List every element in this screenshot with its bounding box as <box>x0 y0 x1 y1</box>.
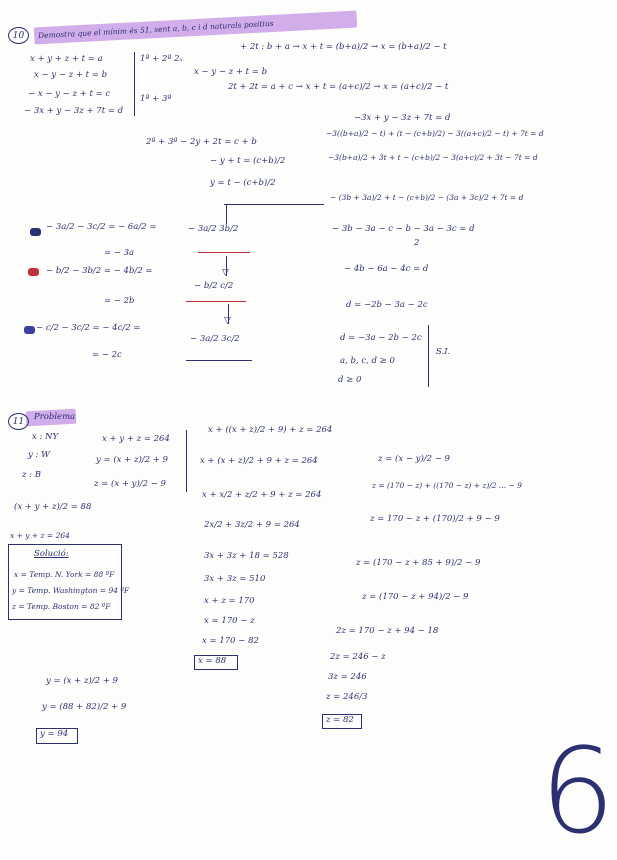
note-y-result: y = t − (c+b)/2 <box>210 178 276 188</box>
p11-sys-3: z = (x + y)/2 − 9 <box>94 479 166 489</box>
note-sub-4: − 3b − 3a − c − b − 3a − 3c = d <box>332 224 475 234</box>
work-right-9: z = 246/3 <box>326 692 368 702</box>
note-si: S.I. <box>436 347 451 357</box>
note-abcd: a, b, c, d ≥ 0 <box>340 356 395 366</box>
solucio-x: x = Temp. N. York = 88 ºF <box>14 570 115 579</box>
bottom-y-1: y = (x + z)/2 + 9 <box>46 676 118 686</box>
middle-3: − 3a/2 3c/2 <box>190 334 240 344</box>
work-right-3: z = 170 − z + (170)/2 + 9 − 9 <box>370 514 500 524</box>
p11-aux-1: (x + y + z)/2 = 88 <box>14 502 92 512</box>
system-brace <box>134 52 135 116</box>
work-mid-3: x + x/2 + z/2 + 9 + z = 264 <box>202 490 322 500</box>
left-a: − 3a/2 − 3c/2 = − 6a/2 = <box>46 222 157 232</box>
bottom-y-2: y = (88 + 82)/2 + 9 <box>42 702 127 712</box>
note-d-pos: d ≥ 0 <box>338 375 362 385</box>
middle-1-underline <box>198 252 250 253</box>
p11-sys-1: x + y + z = 264 <box>102 434 170 444</box>
work-mid-6: 3x + 3z = 510 <box>204 574 266 584</box>
work-mid-8: x = 170 − z <box>204 616 255 626</box>
work-mid-9: x = 170 − 82 <box>202 636 259 646</box>
solucio-y: y = Temp. Washington = 94 ºF <box>12 586 130 595</box>
work-right-6: 2z = 170 − z + 94 − 18 <box>336 626 439 636</box>
var-x: x : NY <box>32 432 59 442</box>
note-eq4: −3x + y − 3z + 7t = d <box>354 113 451 123</box>
system-eq-2: x − y − z + t = b <box>34 70 108 80</box>
note-1a3a: 1ª + 3ª <box>140 94 172 104</box>
system-eq-1: x + y + z + t = a <box>30 54 103 64</box>
middle-2: − b/2 c/2 <box>194 281 234 291</box>
note-sub-4-den: 2 <box>414 238 420 248</box>
note-sub-2: −3(b+a)/2 + 3t + t − (c+b)/2 − 3(a+c)/2 + 3t − 7t = d <box>328 153 538 162</box>
p11-brace <box>186 430 187 492</box>
p11-aux-2: x + y + z = 264 <box>10 531 70 540</box>
answer-z: z = 82 <box>326 715 354 725</box>
note-1a2a: 1ª + 2ª 2ₓ <box>140 54 183 64</box>
mark-blob-2 <box>28 268 39 276</box>
work-mid-5: 3x + 3z + 18 = 528 <box>204 551 289 561</box>
left-a-res: = − 3a <box>104 248 135 258</box>
work-right-2: z = (170 − z) + ((170 − z) + z)/2 ... − 9 <box>372 481 522 490</box>
work-mid-1: x + ((x + z)/2 + 9) + z = 264 <box>208 425 333 435</box>
middle-3-underline <box>186 360 252 361</box>
note-x-ba: + 2t : b + a → x + t = (b+a)/2 → x = (b+a)/2 − t <box>240 42 447 52</box>
tree-arrow-1: ▽ <box>222 268 229 278</box>
problem-number-11: 11 <box>8 413 29 430</box>
note-sub-1: −3((b+a)/2 − t) + (t − (c+b)/2) − 3((a+c)/2 − t) + 7t = d <box>326 129 544 138</box>
solucio-z: z = Temp. Boston = 82 ºF <box>12 602 111 611</box>
note-x-ac: 2t + 2t = a + c → x + t = (a+c)/2 → x = (a+c)/2 − t <box>228 82 449 92</box>
middle-2-underline <box>186 301 246 302</box>
problem-10-header: Demostra que el mínim és 51, sent a, b, c i d naturals positius <box>37 18 274 41</box>
tree-arrow-2: ▽ <box>224 316 231 326</box>
system-eq-4: − 3x + y − 3z + 7t = d <box>24 106 124 116</box>
work-right-4: z = (170 − z + 85 + 9)/2 − 9 <box>356 558 481 568</box>
page-number: 6 <box>540 722 616 860</box>
p11-sys-2: y = (x + z)/2 + 9 <box>96 455 168 465</box>
tree-top-line <box>224 204 324 205</box>
work-mid-4: 2x/2 + 3z/2 + 9 = 264 <box>204 520 300 530</box>
left-b-res: = − 2b <box>104 296 135 306</box>
left-b: − b/2 − 3b/2 = − 4b/2 = <box>46 266 153 276</box>
si-bracket <box>428 325 429 387</box>
note-sub-3: − (3b + 3a)/2 + t − (c+b)/2 − (3a + 3c)/2 + 7t = d <box>330 193 524 202</box>
solucio-title: Solució: <box>34 549 69 559</box>
problem-11-header: Problema <box>34 412 76 422</box>
left-c: − c/2 − 3c/2 = − 4c/2 = <box>36 323 141 333</box>
note-y-half: − y + t = (c+b)/2 <box>210 156 286 166</box>
note-2a3a: 2ª + 3ª − 2y + 2t = c + b <box>146 137 257 147</box>
note-sub-5: − 4b − 6a − 4c = d <box>344 264 429 274</box>
note-d-1: d = −2b − 3a − 2c <box>346 300 428 310</box>
work-right-5: z = (170 − z + 94)/2 − 9 <box>362 592 469 602</box>
mark-blob-1 <box>30 228 41 236</box>
note-d-2: d = −3a − 2b − 2c <box>340 333 422 343</box>
note-x-y: x − y − z + t = b <box>194 67 268 77</box>
system-eq-3: − x − y − z + t = c <box>28 89 111 99</box>
work-right-8: 3z = 246 <box>328 672 367 682</box>
answer-y: y = 94 <box>40 729 69 739</box>
work-right-1: z = (x − y)/2 − 9 <box>378 454 450 464</box>
var-z: z : B <box>22 470 41 480</box>
left-c-res: = − 2c <box>92 350 122 360</box>
mark-blob-3 <box>24 326 35 334</box>
tree-stem-1 <box>226 204 227 224</box>
var-y: y : W <box>28 450 50 460</box>
work-mid-2: x + (x + z)/2 + 9 + z = 264 <box>200 456 318 466</box>
problem-number-10: 10 <box>8 27 29 44</box>
middle-1: − 3a/2 3b/2 <box>188 224 239 234</box>
work-mid-7: x + z = 170 <box>204 596 255 606</box>
answer-x: x = 88 <box>198 656 227 666</box>
work-right-7: 2z = 246 − z <box>330 652 386 662</box>
